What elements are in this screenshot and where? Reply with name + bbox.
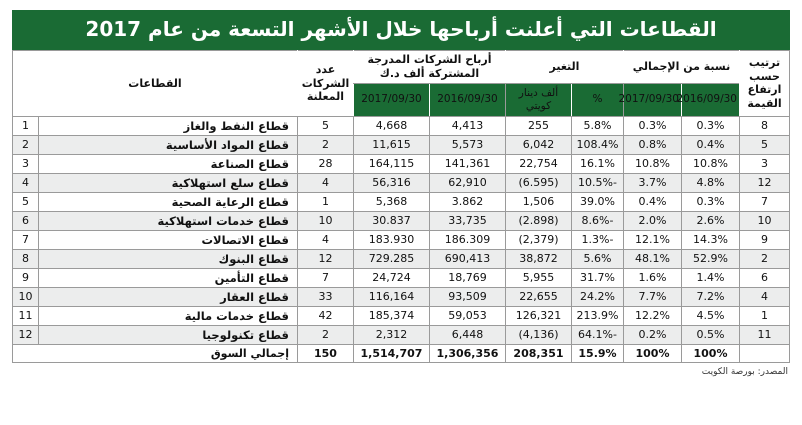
cell-profit-2016: 186.309	[429, 230, 505, 249]
cell-profit-2017: 30.837	[353, 211, 429, 230]
table-footer	[13, 344, 790, 362]
cell-pct-2016: 0.3%	[682, 192, 740, 211]
cell-count: 5	[297, 116, 353, 135]
cell-sector: قطاع خدمات مالية	[39, 306, 298, 325]
cell-index: 6	[13, 211, 39, 230]
cell-pct-2016: 1.4%	[682, 268, 740, 287]
header-group-row	[13, 51, 790, 84]
table-header	[13, 51, 790, 117]
cell-profit-2017: 4,668	[353, 116, 429, 135]
table-row	[13, 192, 790, 211]
cell-sector: قطاع المواد الأساسية	[39, 135, 298, 154]
cell-profit-2017: 56,316	[353, 173, 429, 192]
header-sub-total-2017: 2017/09/30	[623, 83, 681, 116]
cell-change-kd: (4,136)	[505, 325, 571, 344]
cell-count: 28	[297, 154, 353, 173]
cell-profit-2016: 59,053	[429, 306, 505, 325]
cell-index: 11	[13, 306, 39, 325]
cell-profit-2016: 141,361	[429, 154, 505, 173]
cell-change-pct: 213.9%	[571, 306, 623, 325]
cell-pct-2016: 0.4%	[682, 135, 740, 154]
header-count: عدد الشركات المعلنة	[297, 51, 353, 117]
total-profit-2016: 1,306,356	[429, 344, 505, 362]
cell-sector: قطاع خدمات استهلاكية	[39, 211, 298, 230]
cell-profit-2016: 3.862	[429, 192, 505, 211]
table-row	[13, 306, 790, 325]
total-label: إجمالي السوق	[13, 344, 298, 362]
cell-pct-2017: 0.3%	[623, 116, 681, 135]
cell-pct-2016: 4.5%	[682, 306, 740, 325]
cell-pct-2017: 0.4%	[623, 192, 681, 211]
cell-profit-2017: 164,115	[353, 154, 429, 173]
cell-profit-2017: 185,374	[353, 306, 429, 325]
cell-sector: قطاع النفط والغاز	[39, 116, 298, 135]
cell-count: 4	[297, 230, 353, 249]
cell-count: 2	[297, 325, 353, 344]
cell-index: 2	[13, 135, 39, 154]
table-row	[13, 268, 790, 287]
cell-change-kd: 1,506	[505, 192, 571, 211]
table-row	[13, 230, 790, 249]
cell-change-pct: 39.0%	[571, 192, 623, 211]
header-sub-change-kd: ألف دينار كويتي	[505, 83, 571, 116]
cell-change-pct: 16.1%	[571, 154, 623, 173]
cell-profit-2016: 5,573	[429, 135, 505, 154]
table-row	[13, 249, 790, 268]
total-row	[13, 344, 790, 362]
cell-count: 7	[297, 268, 353, 287]
cell-change-pct: 5.8%	[571, 116, 623, 135]
cell-profit-2016: 690,413	[429, 249, 505, 268]
cell-change-pct: 108.4%	[571, 135, 623, 154]
cell-rank: 7	[740, 192, 790, 211]
cell-pct-2017: 2.0%	[623, 211, 681, 230]
cell-pct-2016: 0.5%	[682, 325, 740, 344]
cell-change-kd: 255	[505, 116, 571, 135]
header-sub-total-2016: 2016/09/30	[682, 83, 740, 116]
cell-change-pct: -1.3%	[571, 230, 623, 249]
cell-sector: قطاع تكنولوجيا	[39, 325, 298, 344]
cell-count: 4	[297, 173, 353, 192]
cell-profit-2017: 24,724	[353, 268, 429, 287]
cell-pct-2017: 12.2%	[623, 306, 681, 325]
table-body	[13, 116, 790, 344]
cell-rank: 3	[740, 154, 790, 173]
cell-change-kd: 38,872	[505, 249, 571, 268]
total-change-pct: 15.9%	[571, 344, 623, 362]
cell-pct-2017: 7.7%	[623, 287, 681, 306]
table-row	[13, 116, 790, 135]
header-pct-total: نسبة من الإجمالي	[623, 51, 739, 84]
cell-rank: 5	[740, 135, 790, 154]
cell-change-kd: 5,955	[505, 268, 571, 287]
total-profit-2017: 1,514,707	[353, 344, 429, 362]
cell-index: 9	[13, 268, 39, 287]
cell-change-pct: 5.6%	[571, 249, 623, 268]
cell-pct-2016: 2.6%	[682, 211, 740, 230]
cell-profit-2017: 729.285	[353, 249, 429, 268]
source-note: المصدر: بورصة الكويت	[701, 366, 788, 377]
cell-rank: 9	[740, 230, 790, 249]
cell-profit-2016: 93,509	[429, 287, 505, 306]
cell-rank: 2	[740, 249, 790, 268]
cell-pct-2017: 48.1%	[623, 249, 681, 268]
cell-change-kd: 22,655	[505, 287, 571, 306]
cell-pct-2017: 0.8%	[623, 135, 681, 154]
cell-profit-2016: 33,735	[429, 211, 505, 230]
cell-pct-2016: 14.3%	[682, 230, 740, 249]
cell-rank: 4	[740, 287, 790, 306]
cell-index: 3	[13, 154, 39, 173]
sectors-table	[12, 50, 790, 363]
cell-change-kd: 6,042	[505, 135, 571, 154]
cell-rank: 6	[740, 268, 790, 287]
cell-index: 4	[13, 173, 39, 192]
total-pct-2017: 100%	[623, 344, 681, 362]
cell-index: 12	[13, 325, 39, 344]
cell-count: 33	[297, 287, 353, 306]
total-rank	[740, 344, 790, 362]
header-change: التغير	[505, 51, 623, 84]
cell-index: 1	[13, 116, 39, 135]
table-row	[13, 135, 790, 154]
header-rank: ترتيب حسب ارتفاع القيمة	[740, 51, 790, 117]
cell-change-kd: (2.898)	[505, 211, 571, 230]
cell-rank: 10	[740, 211, 790, 230]
total-count: 150	[297, 344, 353, 362]
cell-rank: 11	[740, 325, 790, 344]
total-pct-2016: 100%	[682, 344, 740, 362]
header-profits: أرباح الشركات المدرجة المشتركة ألف د.ك	[353, 51, 505, 84]
cell-change-pct: 24.2%	[571, 287, 623, 306]
cell-rank: 1	[740, 306, 790, 325]
cell-pct-2016: 10.8%	[682, 154, 740, 173]
cell-count: 10	[297, 211, 353, 230]
cell-pct-2016: 52.9%	[682, 249, 740, 268]
header-sub-profit-2016: 2016/09/30	[429, 83, 505, 116]
cell-count: 12	[297, 249, 353, 268]
cell-pct-2016: 4.8%	[682, 173, 740, 192]
cell-profit-2016: 4,413	[429, 116, 505, 135]
cell-sector: قطاع الصناعة	[39, 154, 298, 173]
cell-pct-2017: 10.8%	[623, 154, 681, 173]
cell-rank: 12	[740, 173, 790, 192]
cell-change-pct: -10.5%	[571, 173, 623, 192]
cell-change-pct: -64.1%	[571, 325, 623, 344]
cell-change-kd: 22,754	[505, 154, 571, 173]
cell-count: 42	[297, 306, 353, 325]
cell-profit-2016: 18,769	[429, 268, 505, 287]
cell-profit-2017: 183.930	[353, 230, 429, 249]
cell-rank: 8	[740, 116, 790, 135]
total-change-kd: 208,351	[505, 344, 571, 362]
table-row	[13, 154, 790, 173]
cell-sector: قطاع الاتصالات	[39, 230, 298, 249]
header-sub-profit-2017: 2017/09/30	[353, 83, 429, 116]
cell-pct-2017: 12.1%	[623, 230, 681, 249]
cell-index: 5	[13, 192, 39, 211]
cell-pct-2017: 0.2%	[623, 325, 681, 344]
cell-profit-2017: 2,312	[353, 325, 429, 344]
cell-change-kd: (6.595)	[505, 173, 571, 192]
cell-profit-2016: 6,448	[429, 325, 505, 344]
cell-index: 8	[13, 249, 39, 268]
table-row	[13, 287, 790, 306]
cell-count: 2	[297, 135, 353, 154]
cell-sector: قطاع الرعاية الصحية	[39, 192, 298, 211]
cell-pct-2016: 7.2%	[682, 287, 740, 306]
cell-change-kd: (2,379)	[505, 230, 571, 249]
header-sub-change-pct: %	[571, 83, 623, 116]
cell-pct-2016: 0.3%	[682, 116, 740, 135]
cell-sector: قطاع البنوك	[39, 249, 298, 268]
cell-count: 1	[297, 192, 353, 211]
cell-sector: قطاع التأمين	[39, 268, 298, 287]
cell-index: 7	[13, 230, 39, 249]
cell-sector: قطاع سلع استهلاكية	[39, 173, 298, 192]
cell-profit-2016: 62,910	[429, 173, 505, 192]
cell-pct-2017: 1.6%	[623, 268, 681, 287]
table-row	[13, 211, 790, 230]
cell-sector: قطاع العقار	[39, 287, 298, 306]
cell-change-pct: -8.6%	[571, 211, 623, 230]
cell-index: 10	[13, 287, 39, 306]
cell-pct-2017: 3.7%	[623, 173, 681, 192]
cell-change-kd: 126,321	[505, 306, 571, 325]
header-sectors: القطاعات	[13, 51, 298, 117]
cell-change-pct: 31.7%	[571, 268, 623, 287]
table-row	[13, 173, 790, 192]
table-row	[13, 325, 790, 344]
cell-profit-2017: 5,368	[353, 192, 429, 211]
cell-profit-2017: 116,164	[353, 287, 429, 306]
page-title: القطاعات التي أعلنت أرباحها خلال الأشهر التسعة من عام 2017	[12, 10, 790, 50]
cell-profit-2017: 11,615	[353, 135, 429, 154]
